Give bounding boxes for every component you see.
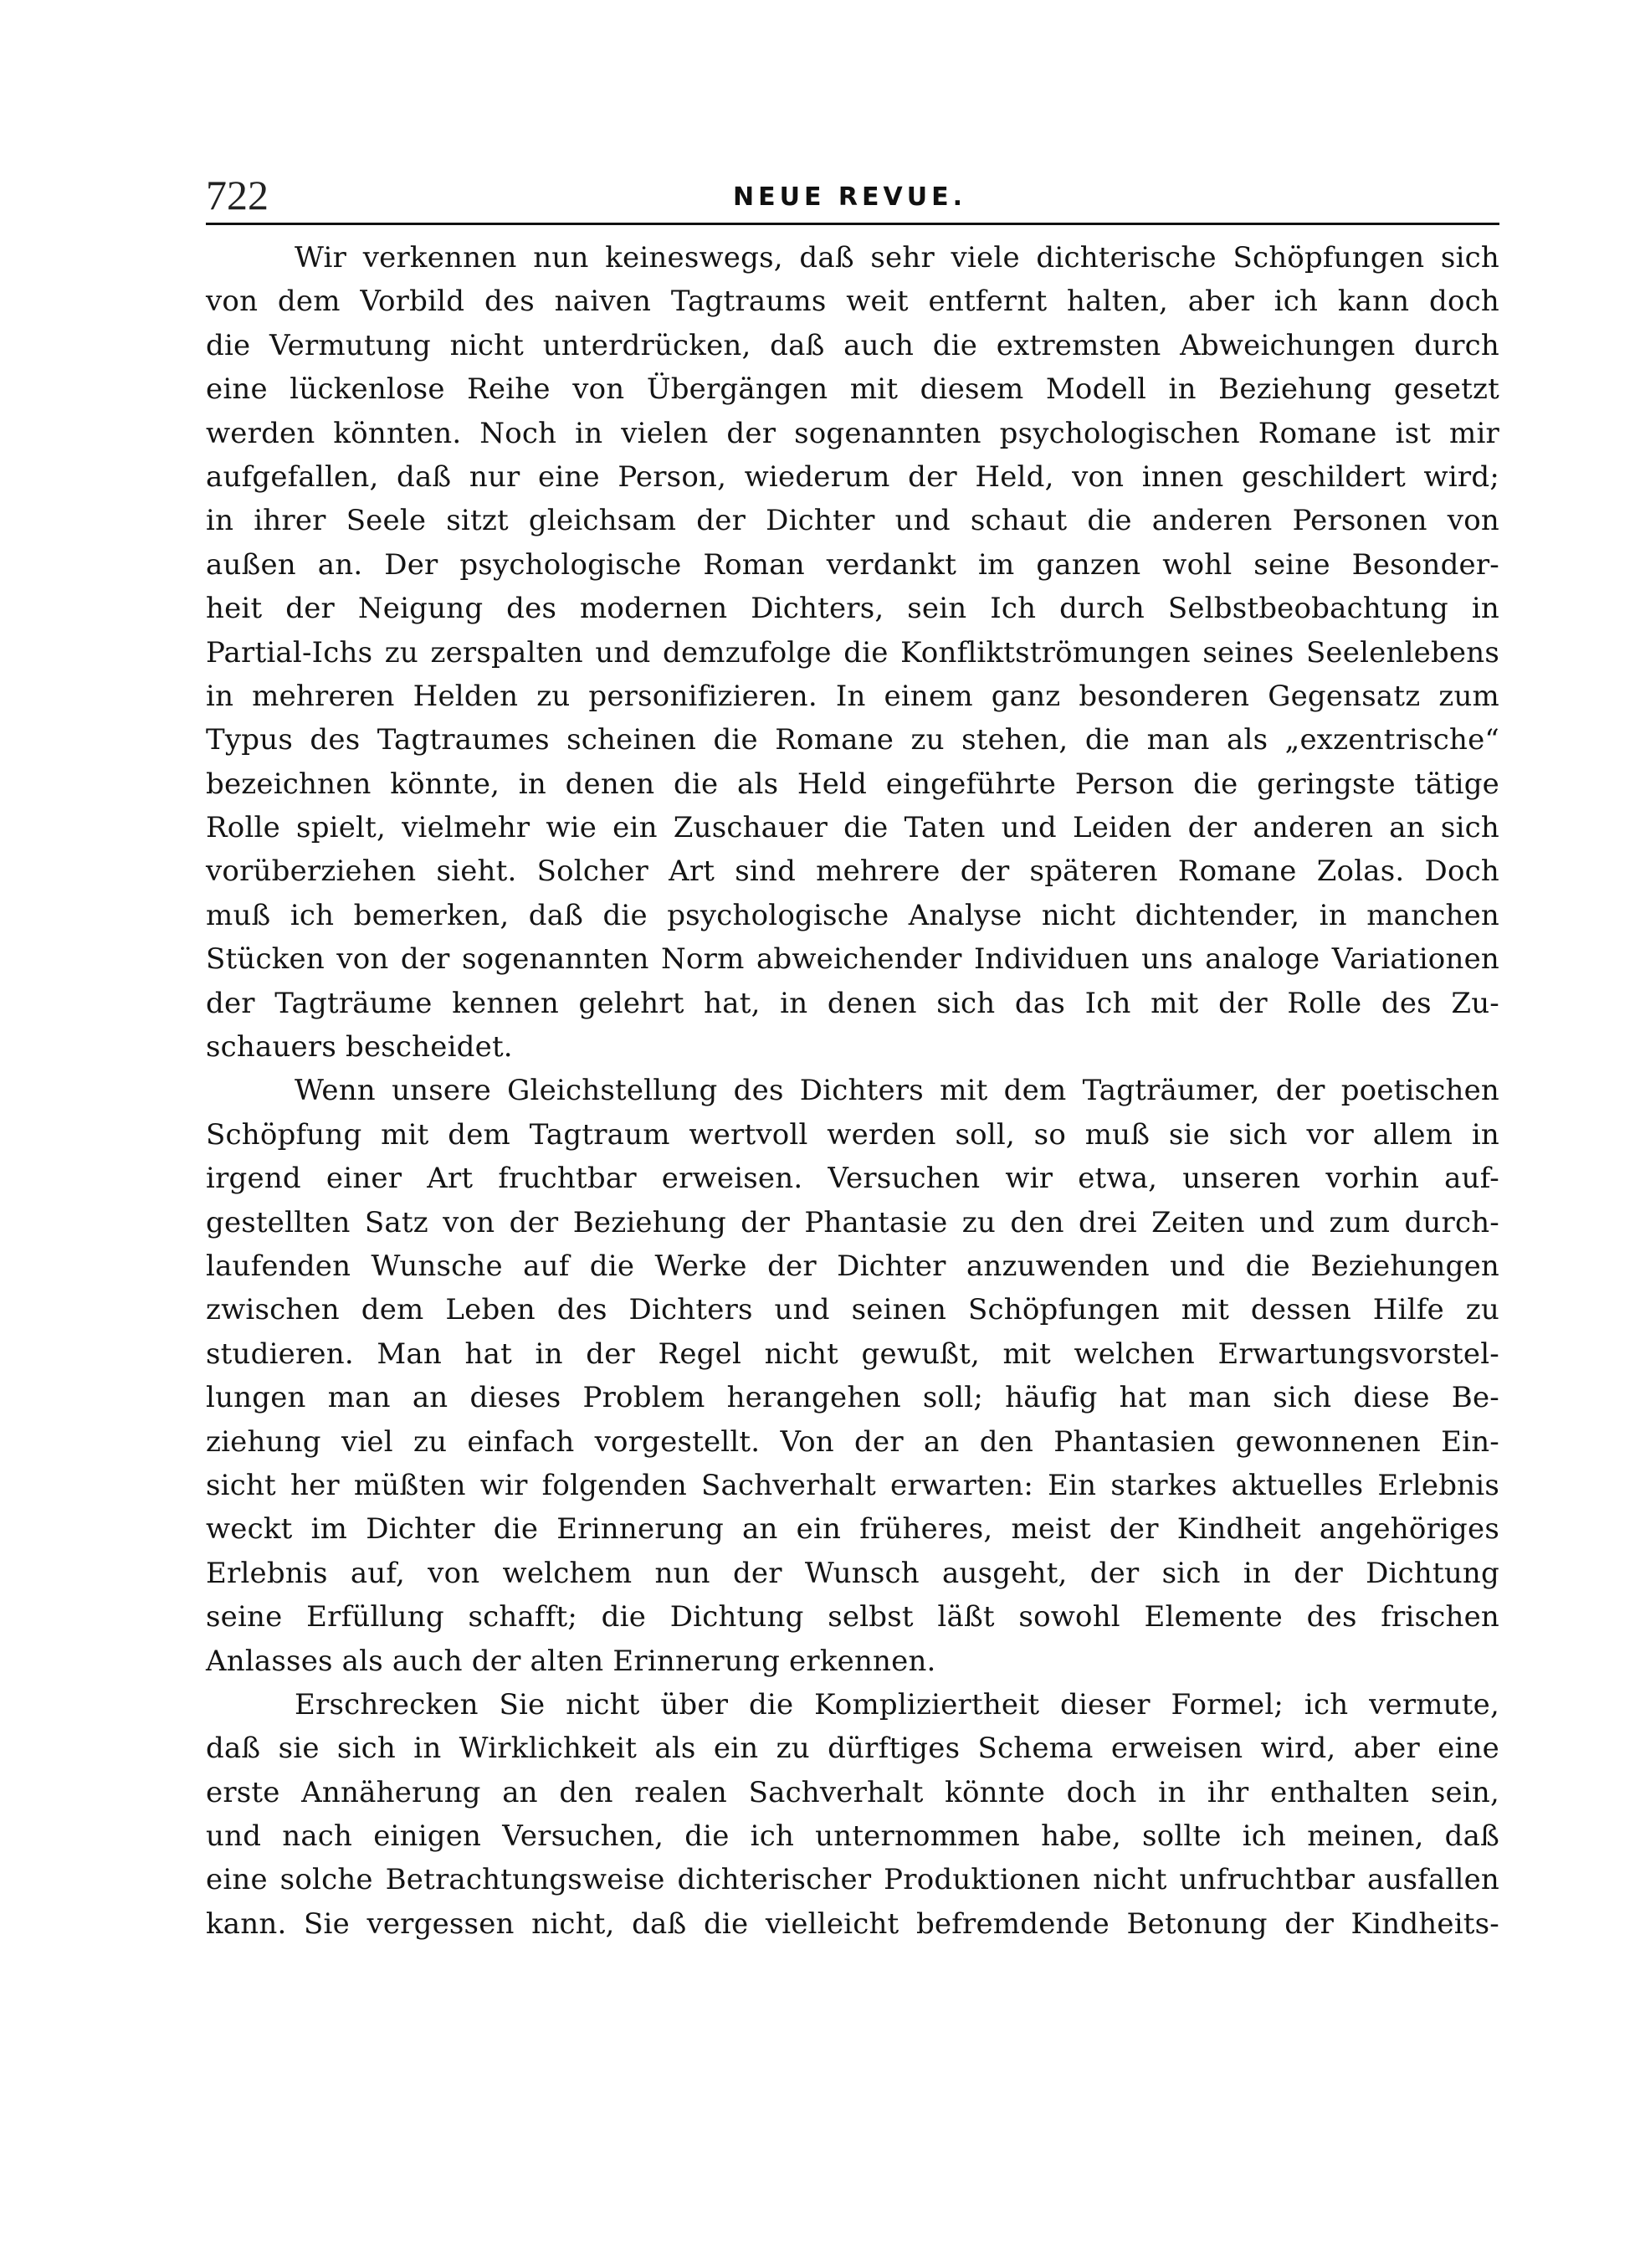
text-line: der Tagträume kennen gelehrt hat, in denen sich das Ich mit der Rolle des Zu- [206,986,1499,1020]
text-line: seine Erfüllung schafft; die Dichtung selbst läßt sowohl Elemente des frischen [206,1600,1499,1634]
text-line: weckt im Dichter die Erinnerung an ein früheres, meist der Kindheit angehöriges [206,1512,1499,1547]
text-line: werden könnten. Noch in vielen der sogenannten psychologischen Romane ist mir [206,416,1499,450]
text-line: Typus des Tagtraumes scheinen die Romane zu stehen, die man als „exzentrische“ [206,723,1499,757]
text-line: die Vermutung nicht unterdrücken, daß auch die extremsten Abweichungen durch [206,328,1499,362]
text-line: Erlebnis auf, von welchem nun der Wunsch ausgeht, der sich in der Dichtung [206,1556,1499,1590]
text-line: erste Annäherung an den realen Sachverhalt könnte doch in ihr enthalten sein, [206,1775,1499,1809]
text-line: kann. Sie vergessen nicht, daß die vielleicht befremdende Betonung der Kindheits- [206,1906,1499,1941]
text-line: in ihrer Seele sitzt gleichsam der Dichter und schaut die anderen Personen von [206,504,1499,538]
text-line: studieren. Man hat in der Regel nicht gewußt, mit welchen Erwartungsvorstel- [206,1337,1499,1371]
text-line: Wir verkennen nun keineswegs, daß sehr viele dichterische Schöpfungen sich [295,241,1499,275]
text-line: Stücken von der sogenannten Norm abweichender Individuen uns analoge Variationen [206,942,1499,977]
text-line: laufenden Wunsche auf die Werke der Dichter anzuwenden und die Beziehungen [206,1249,1499,1283]
text-line: von dem Vorbild des naiven Tagtraums weit entfernt halten, aber ich kann doch [206,285,1499,319]
page-number: 722 [206,172,269,218]
text-line: in mehreren Helden zu personifizieren. In einem ganz besonderen Gegensatz zum [206,679,1499,713]
text-line: gestellten Satz von der Beziehung der Phantasie zu den drei Zeiten und zum durch- [206,1205,1499,1239]
text-line: eine lückenlose Reihe von Übergängen mit diesem Modell in Beziehung gesetzt [206,372,1499,407]
paragraph-2 [206,1069,1499,1682]
running-title: NEUE REVUE. [733,182,966,212]
text-line: Anlasses als auch der alten Erinnerung erkennen. [206,1644,936,1678]
header-rule [206,223,1499,225]
text-line: lungen man an dieses Problem herangehen soll; häufig hat man sich diese Be- [206,1381,1499,1415]
text-line: Erschrecken Sie nicht über die Kompliziertheit dieser Formel; ich vermute, [295,1687,1499,1722]
text-line: muß ich bemerken, daß die psychologische Analyse nicht dichtender, in manchen [206,898,1499,932]
text-line: ziehung viel zu einfach vorgestellt. Von der an den Phantasien gewonnenen Ein- [206,1424,1499,1459]
text-line: heit der Neigung des modernen Dichters, sein Ich durch Selbstbeobachtung in [206,592,1499,626]
text-line: vorüberziehen sieht. Solcher Art sind mehrere der späteren Romane Zolas. Doch [206,854,1499,889]
body-text [206,236,1499,1946]
text-line: und nach einigen Versuchen, die ich unternommen habe, sollte ich meinen, daß [206,1819,1499,1854]
text-line: daß sie sich in Wirklichkeit als ein zu dürftiges Schema erweisen wird, aber eine [206,1732,1499,1766]
text-line: aufgefallen, daß nur eine Person, wiederum der Held, von innen geschildert wird; [206,459,1499,494]
text-line: irgend einer Art fruchtbar erweisen. Versuchen wir etwa, unseren vorhin auf- [206,1162,1499,1196]
text-line: außen an. Der psychologische Roman verdankt im ganzen wohl seine Besonder- [206,547,1499,582]
text-line: Partial-Ichs zu zerspalten und demzufolge die Konfliktströmungen seines Seelenlebens [206,635,1499,670]
paragraph-3 [206,1683,1499,1946]
text-line: zwischen dem Leben des Dichters und seinen Schöpfungen mit dessen Hilfe zu [206,1293,1499,1327]
text-line: bezeichnen könnte, in denen die als Held eingeführte Person die geringste tätige [206,767,1499,801]
paragraph-1 [206,236,1499,1069]
text-line: eine solche Betrachtungsweise dichterischer Produktionen nicht unfruchtbar ausfallen [206,1863,1499,1897]
text-line: Rolle spielt, vielmehr wie ein Zuschauer die Taten und Leiden der anderen an sich [206,811,1499,845]
text-line: Schöpfung mit dem Tagtraum wertvoll werden soll, so muß sie sich vor allem in [206,1117,1499,1152]
text-line: Wenn unsere Gleichstellung des Dichters mit dem Tagträumer, der poetischen [295,1074,1499,1108]
text-line: schauers bescheidet. [206,1030,513,1065]
page-header [206,166,1499,224]
text-line: sicht her müßten wir folgenden Sachverhalt erwarten: Ein starkes aktuelles Erlebnis [206,1468,1499,1502]
